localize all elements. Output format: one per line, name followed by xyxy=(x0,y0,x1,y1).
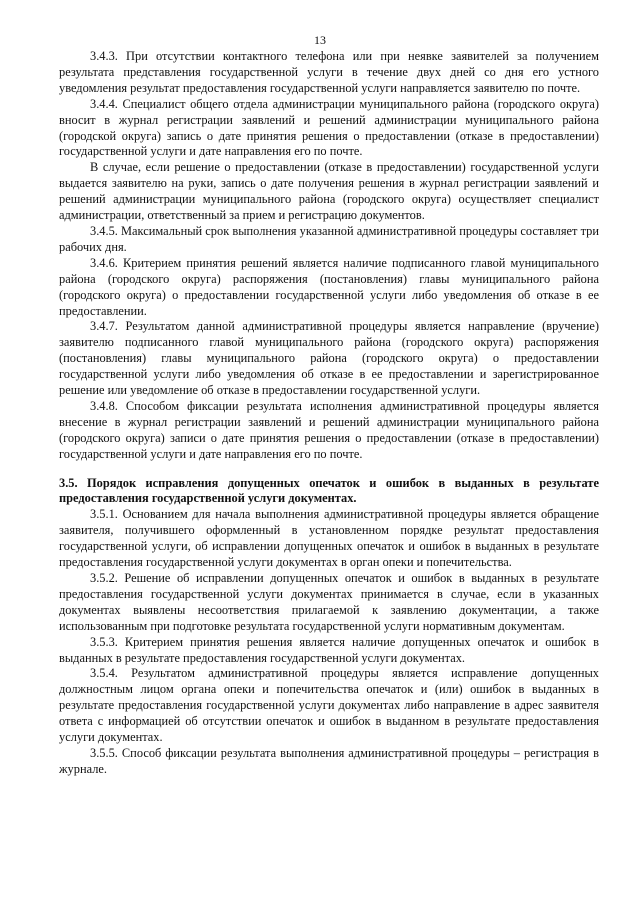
paragraph-3-4-3: 3.4.3. При отсутствии контактного телефона или при неявке заявителей за получением результата представления государственной услуги в течение двух дней со дня его устного уведомления результат предоставления государственной услуги направляется заявителю по почте. xyxy=(59,49,599,95)
paragraph-3-5-3: 3.5.3. Критерием принятия решения является наличие допущенных опечаток и ошибок в выданных в результате предоставления государственной услуги документах. xyxy=(59,634,599,665)
paragraph-3-5-4: 3.5.4. Результатом административной процедуры является исправление допущенных должностным лицом органа опеки и попечительства опечаток и (или) ошибок в выданных в результате предоставления государственной услуги документах либо направление в адрес заявителя ответа с информацией об отсутствии опечаток и ошибок в выданном в результате предоставления услуги документах. xyxy=(59,666,599,745)
paragraph-3-4-6: 3.4.6. Критерием принятия решений является наличие подписанного главой муниципального района (городского округа) распоряжения (постановления) главы муниципального района (городского округа) о предоставлении государственной услуги либо уведомления об отказе в ее предоставлении. xyxy=(59,255,599,318)
document-body xyxy=(59,49,599,778)
paragraph-3-4-5: 3.4.5. Максимальный срок выполнения указанной административной процедуры составляет три рабочих дня. xyxy=(59,223,599,254)
paragraph-3-4-4-continued: В случае, если решение о предоставлении (отказе в предоставлении) государственной услуги выдается заявителю на руки, запись о дате получения решения в журнал регистрации заявлений и решений администрации муниципального района (городского округа) осуществляет специалист администрации, ответственный за прием и регистрацию документов. xyxy=(59,160,599,223)
paragraph-3-4-7: 3.4.7. Результатом данной административной процедуры является направление (вручение) заявителю подписанного главой муниципального района (городского округа) распоряжения (постановления) главы муниципального района (городского округа) о предоставлении государственной услуги либо уведомления об отказе в ее предоставлении и зарегистрированное решение или уведомление об отказе в предоставлении государственной услуги. xyxy=(59,319,599,398)
section-heading-3-5: 3.5. Порядок исправления допущенных опечаток и ошибок в выданных в результате предоставления государственной услуги документах. xyxy=(59,475,599,506)
paragraph-3-4-4: 3.4.4. Специалист общего отдела администрации муниципального района (городского округа) вносит в журнал регистрации заявлений и решений администрации муниципального района (городской округа) запись о дате принятия решения о предоставлении (отказе в предоставлении) государственной услуги и дате направления его по почте. xyxy=(59,96,599,159)
page-number: 13 xyxy=(314,33,326,47)
paragraph-3-5-1: 3.5.1. Основанием для начала выполнения административной процедуры является обращение заявителя, получившего оформленный в установленном порядке результат предоставления государственной услуги, об исправлении допущенных опечаток и ошибок в выданных в результате предоставления государственной услуги документах в орган опеки и попечительства. xyxy=(59,507,599,570)
paragraph-3-5-5: 3.5.5. Способ фиксации результата выполнения административной процедуры – регистрация в журнале. xyxy=(59,745,599,776)
paragraph-3-4-8: 3.4.8. Способом фиксации результата исполнения административной процедуры является внесение в журнал регистрации заявлений и решений администрации муниципального района (городского округа) записи о дате принятия решения о предоставлении (отказе в предоставлении) государственной услуги и дате направления его по почте. xyxy=(59,398,599,461)
paragraph-3-5-2: 3.5.2. Решение об исправлении допущенных опечаток и ошибок в выданных в результате предоставления государственной услуги документах принимается в случае, если в указанных документах выявлены несоответствия прилагаемой к заявлению документации, а также использованным при подготовке результата государственной услуги нормативным документам. xyxy=(59,571,599,633)
